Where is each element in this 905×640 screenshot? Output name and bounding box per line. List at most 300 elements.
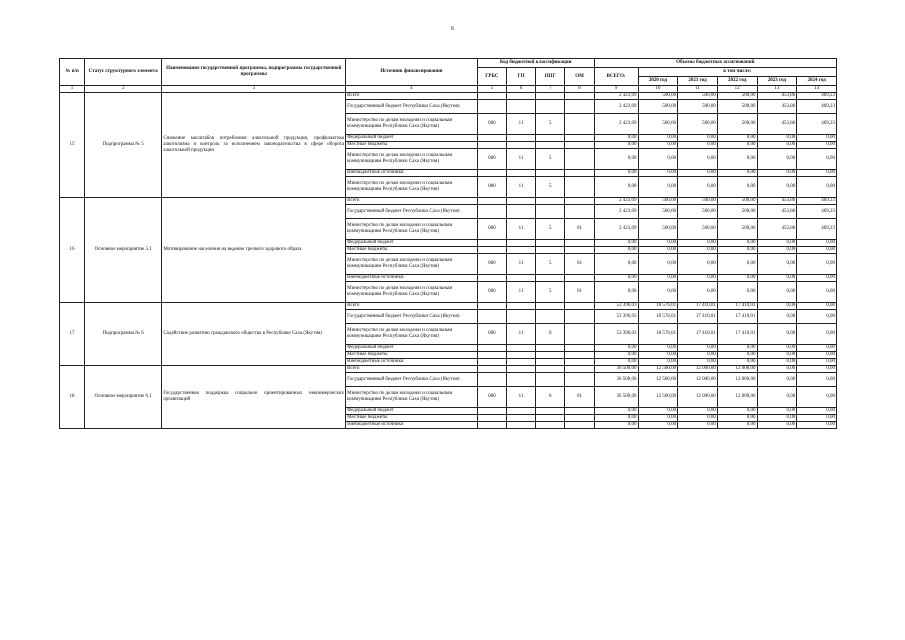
code-grbs [477, 415, 506, 422]
amount-2023: 453,86 [757, 198, 797, 205]
code-gp: 11 [506, 254, 535, 275]
column-number: 9 [594, 86, 638, 93]
header-grbs: ГРБС [477, 68, 506, 86]
code-grbs: 080 [477, 149, 506, 170]
amount-2024: 0,00 [797, 170, 837, 177]
amount-2021: 0,00 [678, 177, 718, 198]
code-gp: 11 [506, 324, 535, 345]
amount-2020: 18 576,01 [638, 310, 678, 324]
amount-2021: 0,00 [678, 352, 718, 359]
amount-2023: 0,00 [757, 170, 797, 177]
amount-2024: 0,00 [797, 324, 837, 345]
amount-2020: 0,00 [638, 240, 678, 247]
amount-2020: 0,00 [638, 352, 678, 359]
amount-2024: 0,00 [797, 142, 837, 149]
amount-2021: 12 000,00 [678, 387, 718, 408]
structural-status: Подпрограмма № 5 [85, 93, 162, 198]
funding-source: Внебюджетные источники [346, 359, 478, 366]
amount-2020: 500,00 [638, 114, 678, 135]
amount-2023: 0,00 [757, 240, 797, 247]
amount-2024: 0,00 [797, 359, 837, 366]
code-om [565, 275, 594, 282]
code-om: 01 [565, 387, 594, 408]
code-grbs [477, 422, 506, 429]
amount-2022: 0,00 [717, 135, 757, 142]
amount-total: 0,00 [594, 247, 638, 254]
amount-2024: 0,00 [797, 345, 837, 352]
funding-source: Министерство по делам молодежи и социальным коммуникациям Республики Саха (Якутия) [346, 282, 478, 303]
amount-2024: 0,00 [797, 282, 837, 303]
code-gp [506, 366, 535, 373]
code-gp [506, 303, 535, 310]
amount-2024: 0,00 [797, 422, 837, 429]
structural-status: Основное мероприятие 5.1 [85, 198, 162, 303]
column-number: 1 [60, 86, 85, 93]
code-grbs [477, 373, 506, 387]
header-source: Источник финансирования [346, 59, 478, 86]
code-om [565, 310, 594, 324]
amount-2022: 500,00 [717, 93, 757, 100]
code-ppg: 5 [536, 114, 565, 135]
amount-total: 0,00 [594, 170, 638, 177]
amount-2024: 0,00 [797, 247, 837, 254]
amount-total: 0,00 [594, 415, 638, 422]
amount-2020: 0,00 [638, 359, 678, 366]
code-om [565, 142, 594, 149]
code-gp: 11 [506, 387, 535, 408]
funding-source: Всего [346, 366, 478, 373]
amount-total: 36 500,00 [594, 373, 638, 387]
code-grbs [477, 135, 506, 142]
code-om [565, 177, 594, 198]
code-om [565, 114, 594, 135]
amount-2023: 453,86 [757, 93, 797, 100]
row-number: 17 [60, 303, 85, 366]
amount-2023: 0,00 [757, 247, 797, 254]
code-ppg: 6 [536, 324, 565, 345]
amount-2023: 0,00 [757, 310, 797, 324]
code-gp [506, 373, 535, 387]
code-ppg [536, 198, 565, 205]
amount-2020: 0,00 [638, 275, 678, 282]
funding-source: Федеральный бюджет [346, 240, 478, 247]
code-gp [506, 100, 535, 114]
header-year-2023: 2023 год [757, 77, 797, 86]
amount-2022: 500,00 [717, 219, 757, 240]
amount-2022: 17 410,01 [717, 303, 757, 310]
amount-2020: 0,00 [638, 254, 678, 275]
amount-2024: 469,23 [797, 93, 837, 100]
amount-total: 0,00 [594, 352, 638, 359]
amount-total: 53 396,03 [594, 324, 638, 345]
code-gp: 11 [506, 177, 535, 198]
amount-total: 36 500,00 [594, 387, 638, 408]
code-gp [506, 205, 535, 219]
amount-2023: 453,86 [757, 205, 797, 219]
funding-source: Внебюджетные источники [346, 275, 478, 282]
amount-2020: 0,00 [638, 149, 678, 170]
code-om [565, 408, 594, 415]
amount-2022: 0,00 [717, 247, 757, 254]
amount-2022: 0,00 [717, 142, 757, 149]
amount-total: 0,00 [594, 422, 638, 429]
amount-2020: 500,00 [638, 219, 678, 240]
code-gp [506, 135, 535, 142]
code-om [565, 135, 594, 142]
amount-2023: 0,00 [757, 422, 797, 429]
header-volumes-group: Объемы бюджетных ассигнований [594, 59, 836, 68]
amount-2024: 0,00 [797, 254, 837, 275]
header-total: ВСЕГО: [594, 68, 638, 86]
code-ppg [536, 170, 565, 177]
column-number: 13 [757, 86, 797, 93]
code-om [565, 422, 594, 429]
amount-total: 2 423,09 [594, 205, 638, 219]
amount-total: 53 396,03 [594, 303, 638, 310]
code-ppg [536, 310, 565, 324]
amount-2023: 0,00 [757, 359, 797, 366]
amount-2021: 0,00 [678, 359, 718, 366]
amount-2024: 0,00 [797, 415, 837, 422]
code-ppg [536, 359, 565, 366]
code-ppg [536, 275, 565, 282]
funding-source: Местные бюджеты [346, 247, 478, 254]
code-om [565, 93, 594, 100]
row-number: 16 [60, 198, 85, 303]
program-name: Государственная поддержка социально ориентированных некоммерческих организаций [162, 366, 346, 429]
column-number: 2 [85, 86, 162, 93]
code-gp [506, 240, 535, 247]
header-code-group: Код бюджетной классификации [477, 59, 594, 68]
header-year-2020: 2020 год [638, 77, 678, 86]
code-ppg [536, 373, 565, 387]
amount-2023: 0,00 [757, 149, 797, 170]
code-om: 01 [565, 282, 594, 303]
funding-source: Всего [346, 303, 478, 310]
amount-2024: 469,23 [797, 205, 837, 219]
funding-source: Федеральный бюджет [346, 345, 478, 352]
amount-total: 2 423,09 [594, 219, 638, 240]
code-grbs [477, 170, 506, 177]
column-number: 8 [565, 86, 594, 93]
header-including: в том числе: [638, 68, 837, 77]
funding-source: Министерство по делам молодежи и социальным коммуникациям Республики Саха (Якутия) [346, 324, 478, 345]
code-gp: 11 [506, 149, 535, 170]
amount-2021: 0,00 [678, 254, 718, 275]
code-gp [506, 359, 535, 366]
amount-2020: 0,00 [638, 408, 678, 415]
code-grbs [477, 359, 506, 366]
amount-2021: 500,00 [678, 93, 718, 100]
header-num: № п/п [60, 59, 85, 86]
amount-2023: 0,00 [757, 352, 797, 359]
funding-source: Местные бюджеты [346, 352, 478, 359]
column-number: 11 [678, 86, 718, 93]
header-ppg: ППГ [536, 68, 565, 86]
amount-2021: 0,00 [678, 282, 718, 303]
table-row [60, 303, 837, 310]
column-number: 3 [162, 86, 346, 93]
amount-2021: 0,00 [678, 345, 718, 352]
code-gp [506, 93, 535, 100]
amount-2020: 0,00 [638, 345, 678, 352]
amount-2023: 0,00 [757, 303, 797, 310]
code-om: 01 [565, 254, 594, 275]
code-grbs [477, 408, 506, 415]
amount-total: 0,00 [594, 142, 638, 149]
code-grbs [477, 205, 506, 219]
amount-2022: 0,00 [717, 254, 757, 275]
funding-source: Министерство по делам молодежи и социальным коммуникациям Республики Саха (Якутия) [346, 387, 478, 408]
code-ppg: 5 [536, 177, 565, 198]
code-gp: 11 [506, 282, 535, 303]
column-number: 5 [477, 86, 506, 93]
code-grbs [477, 345, 506, 352]
code-ppg [536, 352, 565, 359]
column-number-row [60, 86, 837, 93]
amount-2022: 12 000,00 [717, 387, 757, 408]
code-gp: 11 [506, 114, 535, 135]
funding-source: Министерство по делам молодежи и социальным коммуникациям Республики Саха (Якутия) [346, 177, 478, 198]
amount-total: 0,00 [594, 254, 638, 275]
funding-source: Внебюджетные источники [346, 422, 478, 429]
amount-2020: 0,00 [638, 135, 678, 142]
code-grbs [477, 198, 506, 205]
code-om [565, 373, 594, 387]
funding-source: Государственный бюджет Республики Саха (Якутия) [346, 100, 478, 114]
amount-2024: 0,00 [797, 366, 837, 373]
amount-2021: 17 410,01 [678, 310, 718, 324]
code-grbs [477, 303, 506, 310]
table-row [60, 366, 837, 373]
header-year-2024: 2024 год [797, 77, 837, 86]
code-gp [506, 310, 535, 324]
code-om [565, 149, 594, 170]
amount-2023: 0,00 [757, 373, 797, 387]
code-ppg [536, 408, 565, 415]
amount-2022: 12 000,00 [717, 373, 757, 387]
amount-2020: 500,00 [638, 198, 678, 205]
amount-2021: 0,00 [678, 135, 718, 142]
program-name: Снижение масштабов потребления алкогольной продукции, профилактика алкоголизма и контроль за исполнением законодательства в сфере оборота алкогольной продукции [162, 93, 346, 198]
code-gp [506, 198, 535, 205]
amount-2024: 469,23 [797, 219, 837, 240]
code-grbs: 080 [477, 324, 506, 345]
amount-2021: 0,00 [678, 247, 718, 254]
amount-total: 2 423,09 [594, 100, 638, 114]
code-ppg: 6 [536, 387, 565, 408]
amount-2020: 0,00 [638, 177, 678, 198]
amount-2020: 500,00 [638, 100, 678, 114]
budget-table [59, 58, 837, 429]
code-om [565, 247, 594, 254]
amount-2021: 500,00 [678, 114, 718, 135]
amount-2024: 0,00 [797, 352, 837, 359]
amount-2024: 0,00 [797, 275, 837, 282]
funding-source: Местные бюджеты [346, 415, 478, 422]
funding-source: Министерство по делам молодежи и социальным коммуникациям Республики Саха (Якутия) [346, 219, 478, 240]
funding-source: Государственный бюджет Республики Саха (Якутия) [346, 205, 478, 219]
amount-2021: 17 410,01 [678, 324, 718, 345]
code-gp [506, 422, 535, 429]
amount-total: 2 423,09 [594, 198, 638, 205]
header-year-2022: 2022 год [717, 77, 757, 86]
amount-2022: 500,00 [717, 205, 757, 219]
amount-2022: 17 410,01 [717, 324, 757, 345]
amount-total: 0,00 [594, 149, 638, 170]
code-grbs: 080 [477, 387, 506, 408]
amount-2020: 12 500,00 [638, 373, 678, 387]
code-gp [506, 247, 535, 254]
header-status: Статус структурного элемента [85, 59, 162, 86]
amount-2022: 500,00 [717, 114, 757, 135]
code-gp [506, 352, 535, 359]
funding-source: Министерство по делам молодежи и социальным коммуникациям Республики Саха (Якутия) [346, 149, 478, 170]
amount-2024: 469,23 [797, 198, 837, 205]
amount-2023: 453,86 [757, 219, 797, 240]
code-om [565, 170, 594, 177]
amount-2023: 0,00 [757, 142, 797, 149]
amount-total: 0,00 [594, 135, 638, 142]
amount-2023: 0,00 [757, 345, 797, 352]
amount-2022: 17 410,01 [717, 310, 757, 324]
funding-source: Министерство по делам молодежи и социальным коммуникациям Республики Саха (Якутия) [346, 114, 478, 135]
page-number: 6 [451, 26, 454, 32]
funding-source: Министерство по делам молодежи и социальным коммуникациям Республики Саха (Якутия) [346, 254, 478, 275]
code-grbs: 080 [477, 219, 506, 240]
code-om [565, 352, 594, 359]
amount-2020: 0,00 [638, 170, 678, 177]
program-name: Содействие развитию гражданского общества в Республике Саха (Якутия) [162, 303, 346, 366]
amount-2023: 453,86 [757, 114, 797, 135]
amount-2021: 17 410,01 [678, 303, 718, 310]
amount-2023: 0,00 [757, 135, 797, 142]
code-gp [506, 415, 535, 422]
structural-status: Основное мероприятие 6.1 [85, 366, 162, 429]
code-gp [506, 142, 535, 149]
code-om [565, 345, 594, 352]
column-number: 6 [506, 86, 535, 93]
amount-2023: 0,00 [757, 415, 797, 422]
code-om [565, 303, 594, 310]
amount-2024: 0,00 [797, 387, 837, 408]
amount-2022: 500,00 [717, 198, 757, 205]
amount-2020: 0,00 [638, 247, 678, 254]
code-ppg [536, 93, 565, 100]
code-ppg [536, 142, 565, 149]
code-ppg [536, 205, 565, 219]
amount-2020: 500,00 [638, 93, 678, 100]
amount-total: 53 396,03 [594, 310, 638, 324]
amount-2024: 469,23 [797, 114, 837, 135]
code-ppg [536, 303, 565, 310]
amount-2020: 18 576,01 [638, 324, 678, 345]
code-grbs [477, 93, 506, 100]
amount-2020: 0,00 [638, 142, 678, 149]
amount-2022: 0,00 [717, 149, 757, 170]
amount-2021: 0,00 [678, 415, 718, 422]
amount-2022: 500,00 [717, 100, 757, 114]
amount-2024: 0,00 [797, 177, 837, 198]
code-ppg [536, 415, 565, 422]
funding-source: Государственный бюджет Республики Саха (Якутия) [346, 310, 478, 324]
code-ppg [536, 247, 565, 254]
column-number: 10 [638, 86, 678, 93]
amount-2021: 0,00 [678, 422, 718, 429]
code-gp [506, 170, 535, 177]
funding-source: Внебюджетные источники [346, 170, 478, 177]
amount-2020: 12 500,00 [638, 366, 678, 373]
code-om: 01 [565, 219, 594, 240]
amount-2021: 500,00 [678, 198, 718, 205]
amount-2021: 500,00 [678, 100, 718, 114]
amount-2020: 18 576,01 [638, 303, 678, 310]
header-name: Наименование государственной программы, подпрограммы государственной программы [162, 59, 346, 86]
header-om: ОМ [565, 68, 594, 86]
amount-2022: 0,00 [717, 359, 757, 366]
table-row [60, 198, 837, 205]
code-grbs: 080 [477, 254, 506, 275]
amount-2022: 0,00 [717, 345, 757, 352]
code-ppg [536, 100, 565, 114]
code-gp [506, 275, 535, 282]
funding-source: Федеральный бюджет [346, 408, 478, 415]
amount-2022: 0,00 [717, 408, 757, 415]
amount-total: 36 500,00 [594, 366, 638, 373]
code-ppg: 5 [536, 219, 565, 240]
amount-total: 2 423,09 [594, 114, 638, 135]
amount-2024: 0,00 [797, 310, 837, 324]
amount-2021: 0,00 [678, 142, 718, 149]
amount-2023: 453,86 [757, 100, 797, 114]
code-om [565, 359, 594, 366]
amount-2022: 0,00 [717, 415, 757, 422]
amount-2023: 0,00 [757, 324, 797, 345]
amount-2020: 0,00 [638, 415, 678, 422]
amount-2024: 0,00 [797, 373, 837, 387]
amount-total: 0,00 [594, 275, 638, 282]
funding-source: Местные бюджеты [346, 142, 478, 149]
code-grbs [477, 366, 506, 373]
amount-2021: 0,00 [678, 149, 718, 170]
code-gp: 11 [506, 219, 535, 240]
amount-total: 2 423,09 [594, 93, 638, 100]
amount-total: 0,00 [594, 359, 638, 366]
code-gp [506, 345, 535, 352]
table-header [60, 59, 837, 93]
code-ppg: 5 [536, 149, 565, 170]
code-grbs [477, 352, 506, 359]
code-ppg: 5 [536, 254, 565, 275]
structural-status: Подпрограмма № 6 [85, 303, 162, 366]
code-grbs [477, 240, 506, 247]
code-grbs [477, 275, 506, 282]
amount-2021: 12 000,00 [678, 373, 718, 387]
amount-2023: 0,00 [757, 282, 797, 303]
code-ppg: 5 [536, 282, 565, 303]
amount-2024: 469,23 [797, 100, 837, 114]
amount-2022: 0,00 [717, 275, 757, 282]
amount-2022: 12 000,00 [717, 366, 757, 373]
amount-2023: 0,00 [757, 177, 797, 198]
funding-source: Федеральный бюджет [346, 135, 478, 142]
amount-total: 0,00 [594, 345, 638, 352]
code-om [565, 205, 594, 219]
amount-2022: 0,00 [717, 177, 757, 198]
code-ppg [536, 135, 565, 142]
amount-2021: 0,00 [678, 408, 718, 415]
header-year-2021: 2021 год [678, 77, 718, 86]
